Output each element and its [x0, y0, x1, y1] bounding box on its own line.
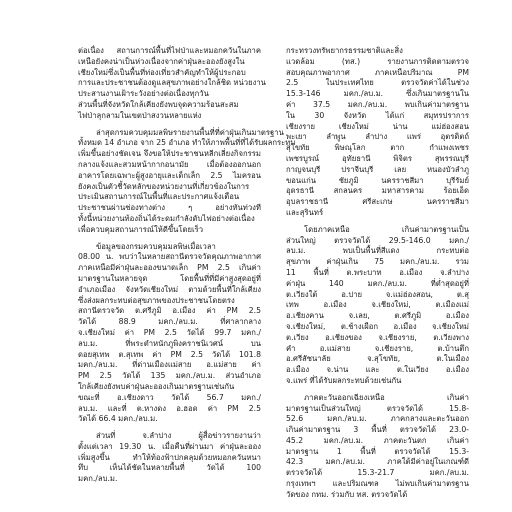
text-line: เชียงราย เชียงใหม่ น่าน แม่ฮ่องสอน	[286, 121, 469, 131]
text-line: ลบ.ม. พบเป็นพื้นที่สีแดง กระทบต่อ	[286, 246, 469, 256]
text-line: มาตรฐานในหลายจุด โดยพื้นที่ที่มีค่าสูงสุดอยู่ที่	[78, 273, 261, 283]
text-line: อ.เชียงคาน จ.เลย, ต.ศรีภูมิ อ.เมือง	[286, 311, 469, 321]
text-line: กลางแจ้งและสวมหน้ากากอนามัย เมื่อต้องออกนอก	[78, 159, 261, 169]
text-line: ดอยสุเทพ ต.สุเทพ ค่า PM 2.5 วัดได้ 101.8	[78, 349, 261, 359]
text-line: ส่วนพื้นที่จังหวัดใกล้เคียงยังพบจุดความร้อนสะสม	[78, 99, 239, 109]
text-line: พะเยา ลำพูน ลำปาง แพร่ อุตรดิตถ์	[286, 132, 469, 142]
text-line: วัดของ กทม. ร่วมกับ ทส. ตรวจวัดได้	[286, 489, 408, 499]
text-line: มคก./ลบ.ม.	[78, 474, 118, 484]
text-line: 45.2 มคก./ลบ.ม. ภาคตะวันตก เกินค่า	[286, 435, 469, 445]
text-line: มาตรฐาน 1 พื้นที่ ตรวจวัดได้ 15.3-	[286, 446, 469, 456]
text-line: สถานีตรวจวัด ต.ศรีภูมิ อ.เมือง ค่า PM 2.5	[78, 306, 261, 316]
text-line: ข้อมูลของกรมควบคุมมลพิษเมื่อเวลา	[96, 241, 216, 251]
text-line: เทพ อ.เมือง จ.เชียงใหม่, ต.เมืองแม่	[286, 300, 469, 310]
text-line: ต่อเนื่อง สถานการณ์พื้นที่ไฟป่าและหมอกควันในภาค	[78, 46, 261, 55]
text-line: อุดรธานี สกลนคร มหาสารคาม ร้อยเอ็ด	[286, 186, 469, 196]
text-line: ต.เวียงใต้ อ.ปาย จ.แม่ฮ่องสอน, ต.สุ	[286, 289, 469, 299]
text-line: ภาคตะวันออกเฉียงเหนือ เกินค่า	[304, 392, 469, 402]
right-text-column	[286, 46, 469, 501]
text-line: อาคารโดยเฉพาะผู้สูงอายุและเด็กเล็ก 2.5 ไมครอน	[78, 170, 261, 180]
text-line: ใน 30 จังหวัด ได้แก่ สมุทรปราการ	[286, 110, 469, 120]
text-line: ลบ.ม. และที่ ต.หางดง อ.ฮอด ค่า PM 2.5	[78, 403, 261, 413]
text-line: ใกล้เคียงยังพบค่าฝุ่นละอองเกินมาตรฐานเช่นกัน	[78, 381, 235, 391]
text-line: อ.ศรีสัชนาลัย จ.สุโขทัย, ต.ในเมือง	[286, 354, 469, 364]
text-line: วัดได้ 66.4 มคก./ลบ.ม.	[78, 414, 158, 424]
text-line: ส่วนที่ จ.ลำปาง ผู้สื่อข่าวรายงานว่า	[96, 431, 261, 441]
text-line: เหนือยังคงน่าเป็นห่วงเนื่องจากค่าฝุ่นละอองยังสูงใน	[78, 56, 245, 66]
text-line: คำ อ.แม่สาย จ.เชียงราย, ต.บ้านตึก	[286, 343, 469, 353]
text-line: ขอนแก่น ชัยภูมิ นครราชสีมา บุรีรัมย์	[286, 175, 469, 185]
text-line: เพิ่มสูงขึ้น ทำให้ท้องฟ้าปกคลุมด้วยหมอกควันหนา	[78, 452, 261, 462]
text-line: ซึ่งส่งผลกระทบต่อสุขภาพของประชาชนโดยตรง	[78, 295, 235, 305]
text-line: 2.5 ในประเทศไทย ตรวจวัดค่าได้ในช่วง	[286, 78, 469, 88]
text-line: จ.แพร่ ที่ได้รับผลกระทบด้วยเช่นกัน	[286, 375, 402, 385]
text-line: โดยภาคเหนือ เกินค่ามาตรฐานเป็น	[304, 224, 469, 234]
text-line: ไฟป่าลุกลามในเขตป่าสงวนหลายแห่ง	[78, 110, 202, 120]
text-line: ตรวจวัดได้ 15.3-21.7 มคก./ลบ.ม.	[286, 468, 469, 478]
text-line: สุขภาพ ค่าฝุ่นเกิน 75 มคก./ลบ.ม. รวม	[286, 257, 469, 267]
text-line: ล่าสุดกรมควบคุมมลพิษรายงานพื้นที่ที่ค่าฝุ่นเกินมาตรฐาน	[96, 127, 284, 137]
text-line: ตั้งแต่เวลา 19.30 น. เมื่อคืนที่ผ่านมา ค่าฝุ่นละออง	[78, 441, 261, 451]
text-line: อ.เมือง จ.น่าน และ ต.ในเวียง อ.เมือง	[286, 365, 469, 375]
text-line: ต.เวียง อ.เชียงของ จ.เชียงราย, ต.เวียงพาง	[286, 332, 469, 342]
text-line: ประเมินสถานการณ์ในพื้นที่และประกาศแจ้งเตือน	[78, 192, 240, 202]
text-line: ค่าฝุ่น 140 มคก./ลบ.ม. ที่ต่ำสุดอยู่ที่	[286, 278, 469, 288]
text-line: แวดล้อม (ทส.) รายงานการติดตามตรวจ	[286, 56, 469, 66]
text-line: ทั้งนี้หน่วยงานท้องถิ่นได้ระดมกำลังดับไฟอย่างต่อเนื่อง	[78, 213, 255, 223]
text-line: เพื่อควบคุมสถานการณ์ให้ดีขึ้นโดยเร็ว	[78, 224, 204, 234]
text-line: จ.เชียงใหม่ ค่า PM 2.5 วัดได้ 99.7 มคก./	[78, 327, 261, 337]
text-line: จ.เชียงใหม่, ต.ช้างเผือก อ.เมือง จ.เชียงใหม่	[286, 321, 469, 331]
text-line: เชียงใหม่ซึ่งเป็นพื้นที่ท่องเที่ยวสำคัญทำให้ผู้ประกอบ	[78, 67, 246, 77]
text-line: การและประชาชนต้องดูแลสุขภาพอย่างใกล้ชิด หน่วยงาน	[78, 78, 266, 88]
text-line: มาตรฐานเป็นส่วนใหญ่ ตรวจวัดได้ 15.8-	[286, 403, 469, 413]
text-line: PM 2.5 วัดได้ 135 มคก./ลบ.ม. ส่วนอำเภอ	[78, 371, 261, 381]
text-line: เกินค่ามาตรฐาน 3 พื้นที่ ตรวจวัดได้ 23.0-	[286, 425, 469, 435]
text-line: วัดได้ 88.9 มคก./ลบ.ม. ที่ศาลากลาง	[78, 317, 261, 327]
text-line: กาญจนบุรี ปราจีนบุรี เลย หนองบัวลำภู	[286, 164, 469, 174]
text-line: 08.00 น. พบว่าในหลายสถานีตรวจวัดคุณภาพอากาศ	[78, 252, 261, 262]
text-line: ยังคงเป็นตัวชี้วัดหลักของหน่วยงานที่เกี่ยวข้องในการ	[78, 181, 250, 191]
text-line: 42.3 มคก./ลบ.ม. ภาคใต้มีค่าอยู่ในเกณฑ์ดี	[286, 457, 469, 467]
text-line: 15.3-146 มคก./ลบ.ม. ซึ่งเกินมาตรฐานใน	[286, 89, 469, 99]
text-line: ค่า 37.5 มคก./ลบ.ม. พบเกินค่ามาตรฐาน	[286, 99, 469, 109]
text-line: สุโขทัย พิษณุโลก ตาก กำแพงเพชร	[286, 143, 469, 153]
text-line: ส่วนใหญ่ ตรวจวัดได้ 29.5-146.0 มคก./	[286, 235, 469, 245]
text-line: อุบลราชธานี ศรีสะเกษ นครราชสีมา	[286, 197, 469, 207]
text-line: สอบคุณภาพอากาศ ภาคเหนือปริมาณ PM	[286, 67, 469, 77]
text-line: ลบ.ม. ที่พระตำหนักภูพิงคราชนิเวศน์ บน	[78, 338, 261, 348]
text-line: และสุรินทร์	[286, 207, 324, 217]
text-line: มคก./ลบ.ม. ที่ด่านเมืองแม่สาย อ.แม่สาย ค่า	[78, 360, 261, 370]
left-text-column	[78, 46, 296, 485]
text-line: ทึบ เห็นได้ชัดในหลายพื้นที่ วัดได้ 100	[78, 463, 261, 473]
text-line: ภาคเหนือมีค่าฝุ่นละอองขนาดเล็ก PM 2.5 เกินค่า	[78, 263, 261, 273]
text-line: กรุงเทพฯ และปริมณฑล ไม่พบเกินค่ามาตรฐาน	[286, 479, 469, 489]
text-line: เพชรบูรณ์ อุทัยธานี พิจิตร สุพรรณบุรี	[286, 153, 469, 163]
text-line: ประสานงานเฝ้าระวังอย่างต่อเนื่องทุกวัน	[78, 89, 209, 99]
text-line: ทั้งหมด 14 อำเภอ จาก 25 อำเภอ ทำให้ภาพพื้นที่ที่ได้รับผลกระทบ	[78, 138, 296, 148]
text-line: 11 พื้นที่ ต.พระบาท อ.เมือง จ.ลำปาง	[286, 267, 469, 277]
text-line: เพิ่มขึ้นอย่างชัดเจน จึงขอให้ประชาชนหลีกเลี่ยงกิจกรรม	[78, 149, 261, 159]
text-line: กระทรวงทรัพยากรธรรมชาติและสิ่ง	[286, 46, 403, 55]
text-line: ประชาชนผ่านช่องทางต่าง ๆ อย่างทันท่วงที	[78, 203, 261, 213]
text-line: อำเภอเมือง จังหวัดเชียงใหม่ ตามด้วยพื้นที่ใกล้เคียง	[78, 284, 261, 294]
text-line: 52.6 มคก./ลบ.ม. ภาคกลางและตะวันออก	[286, 414, 469, 424]
text-line: ขณะที่ อ.เชียงดาว วัดได้ 56.7 มคก./	[78, 392, 261, 402]
